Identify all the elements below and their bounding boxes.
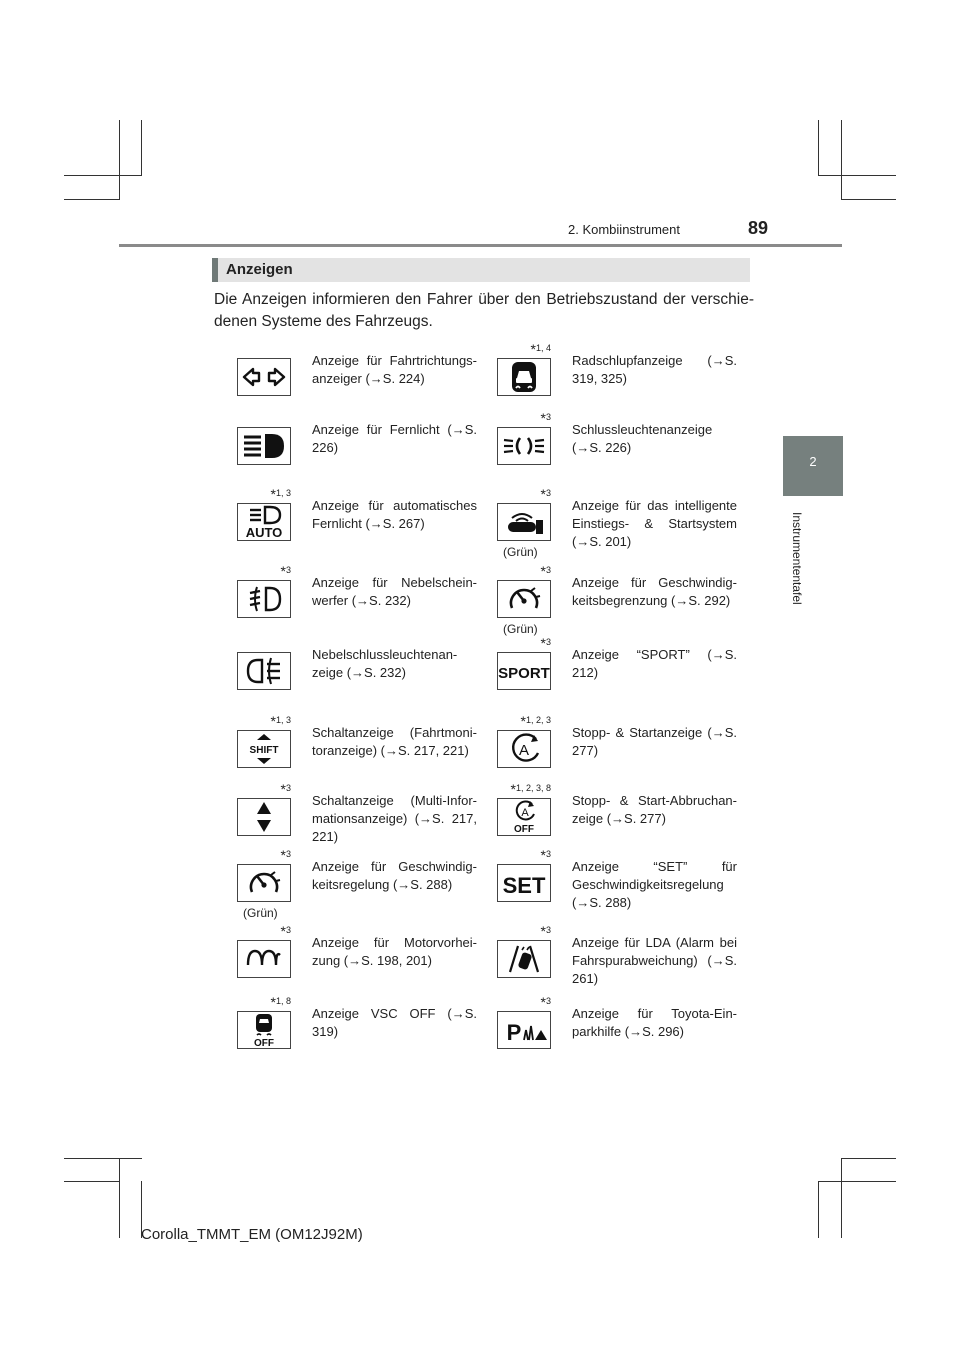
indicator-description: Anzeige für Geschwindig-keitsbegrenzung (→S. 292): [572, 575, 737, 608]
indicator-description: Anzeige für das intelligente Einstiegs- & Startsystem (→S. 201): [572, 498, 737, 549]
vsc-off-icon: [238, 1012, 290, 1048]
icon-text-auto: AUTO: [245, 525, 283, 540]
footnote-star: *: [280, 923, 286, 939]
front-fog-box: [237, 580, 291, 618]
crop-mark: [841, 1158, 896, 1159]
crop-mark: [119, 120, 120, 200]
side-tab-number: 2: [809, 454, 817, 469]
footnote-marker: [491, 338, 551, 357]
footnote-marker: [231, 991, 291, 1010]
indicator-description: Anzeige für Fahrtrichtungs-anzeiger (→S. 224): [312, 353, 477, 386]
footnote-star: *: [280, 847, 286, 863]
side-title: [790, 512, 810, 612]
indicator-description: Anzeige für Geschwindig-keitsregelung (→S. 288): [312, 859, 477, 892]
section-title: Anzeigen: [226, 261, 293, 278]
crop-mark: [841, 120, 842, 200]
footnote-numbers: 1, 2, 3, 8: [515, 783, 551, 793]
indicator-description: Anzeige VSC OFF (→S. 319): [312, 1006, 477, 1039]
indicator-description: Schaltanzeige (Multi-Infor-mationsanzeige) (→S. 217, 221): [312, 793, 477, 844]
crop-mark: [841, 199, 896, 200]
indicator-description: Anzeige für automatisches Fernlicht (→S. 267): [312, 498, 477, 531]
tail-light-box: [497, 427, 551, 465]
high-beam-box: [237, 427, 291, 465]
crop-mark: [818, 175, 896, 176]
footnote-marker: [491, 560, 551, 579]
footnote-star: *: [540, 563, 546, 579]
indicator-description: Anzeige für Motorvorhei-zung (→S. 198, 201): [312, 935, 477, 968]
icon-text-set: SET: [502, 873, 546, 898]
indicator-description: Stopp- & Startanzeige (→S. 277): [572, 725, 737, 758]
indicator-description: Schlussleuchtenanzeige (→S. 226): [572, 422, 713, 455]
side-tab: [783, 436, 843, 496]
slip-indicator-icon: [498, 359, 550, 395]
footnote-marker: [231, 920, 291, 939]
footnote-numbers: 3: [545, 996, 551, 1006]
high-beam-icon: [238, 428, 290, 464]
footnote-numbers: 3: [545, 565, 551, 575]
set-box: [497, 864, 551, 902]
indicator-description: Schaltanzeige (Fahrtmoni-toranzeige) (→S. 217, 221): [312, 725, 477, 758]
footnote-marker: [231, 844, 291, 863]
crop-mark: [818, 1181, 819, 1238]
footnote-numbers: 3: [285, 925, 291, 935]
footnote-star: *: [540, 635, 546, 651]
speed-limiter-box: [497, 580, 551, 618]
footnote-marker: [491, 710, 551, 729]
indicator-description: Radschlupfanzeige (→S. 319, 325): [572, 353, 737, 386]
front-fog-icon: [238, 581, 290, 617]
indicator-description: Anzeige “SET” für Geschwindigkeitsregelung (→S. 288): [572, 859, 737, 910]
footnote-star: *: [280, 781, 286, 797]
rear-fog-icon: [238, 653, 290, 689]
glow-plug-icon: [238, 941, 290, 977]
footnote-numbers: 1, 2, 3: [525, 715, 551, 725]
indicator-description: Anzeige für Fernlicht (→S. 226): [312, 422, 477, 455]
footnote-star: *: [540, 994, 546, 1010]
crop-mark: [818, 120, 819, 175]
footnote-numbers: 1, 3: [275, 715, 291, 725]
indicator-description: Anzeige für LDA (Alarm bei Fahrspurabweichung) (→S. 261): [572, 935, 737, 986]
indicator-description: Stopp- & Start-Abbruchan-zeige (→S. 277): [572, 793, 737, 826]
indicator-description: Anzeige für Nebelschein-werfer (→S. 232): [312, 575, 477, 608]
page-number: 89: [748, 218, 769, 238]
footnote-numbers: 3: [285, 783, 291, 793]
color-label: (Grün): [503, 622, 538, 636]
stop-start-box: [497, 730, 551, 768]
crop-mark: [141, 120, 142, 175]
footnote-numbers: 3: [545, 637, 551, 647]
footnote-star: *: [270, 486, 276, 502]
vsc-off-box: [237, 1011, 291, 1049]
footnote-marker: [231, 560, 291, 579]
park-assist-icon: [498, 1012, 550, 1048]
stop-start-icon: [498, 731, 550, 767]
shift-indicator-icon: [238, 731, 290, 767]
section-bar: [212, 258, 750, 282]
footnote-marker: [491, 778, 551, 797]
shift-arrows-box: [237, 798, 291, 836]
footnote-star: *: [540, 847, 546, 863]
footnote-star: *: [540, 410, 546, 426]
crop-mark: [841, 1158, 842, 1238]
side-title-text: Instrumententafel: [790, 512, 804, 605]
footnote-star: *: [280, 563, 286, 579]
footnote-star: *: [530, 341, 536, 357]
footnote-marker: [491, 991, 551, 1010]
icon-text-off: OFF: [514, 824, 534, 835]
chapter-title: 2. Kombiinstrument: [568, 222, 680, 237]
icon-text-shift: SHIFT: [249, 745, 279, 756]
footnote-marker: [231, 483, 291, 502]
shift-indicator-box: [237, 730, 291, 768]
lda-icon: [498, 941, 550, 977]
cruise-control-box: [237, 864, 291, 902]
footnote-marker: [231, 710, 291, 729]
section-accent: [212, 258, 218, 282]
footnote-numbers: 3: [285, 849, 291, 859]
color-label: (Grün): [503, 545, 538, 559]
footnote-star: *: [270, 994, 276, 1010]
icon-text-sport: SPORT: [498, 665, 550, 682]
slip-indicator-box: [497, 358, 551, 396]
color-label: (Grün): [243, 906, 278, 920]
crop-mark: [64, 1158, 142, 1159]
icon-text-a: A: [518, 742, 530, 759]
footnote-numbers: 1, 8: [275, 996, 291, 1006]
footnote-marker: [491, 407, 551, 426]
footnote-star: *: [270, 713, 276, 729]
crop-mark: [64, 1181, 120, 1182]
footnote-marker: [231, 778, 291, 797]
indicator-description: Anzeige “SPORT” (→S. 212): [572, 647, 737, 680]
footnote-star: *: [540, 486, 546, 502]
glow-plug-box: [237, 940, 291, 978]
footnote-marker: [491, 632, 551, 651]
tail-light-icon: [498, 428, 550, 464]
shift-arrows-icon: [238, 799, 290, 835]
footnote-marker: [491, 844, 551, 863]
footnote-numbers: 3: [545, 849, 551, 859]
stop-start-off-box: [497, 798, 551, 836]
sport-icon: [498, 653, 550, 689]
footnote-numbers: 3: [545, 488, 551, 498]
section-intro: Die Anzeigen informieren den Fahrer über den Betriebszustand der verschie-denen Systeme des Fahrzeugs.: [214, 291, 754, 330]
set-icon: [498, 865, 550, 901]
indicator-description: Nebelschlussleuchtenan-zeige (→S. 232): [312, 647, 458, 680]
speed-limiter-icon: [498, 581, 550, 617]
crop-mark: [64, 199, 120, 200]
footnote-numbers: 3: [285, 565, 291, 575]
smart-entry-box: [497, 503, 551, 541]
footnote-numbers: 1, 3: [275, 488, 291, 498]
icon-text-p: P: [506, 1020, 522, 1045]
footnote-numbers: 1, 4: [535, 343, 551, 353]
icon-text-a-small: A: [521, 807, 529, 819]
auto-high-beam-icon: [238, 504, 290, 540]
icon-text-vsc-off: OFF: [254, 1038, 274, 1048]
lda-box: [497, 940, 551, 978]
cruise-control-icon: [238, 865, 290, 901]
turn-signal-box: [237, 358, 291, 396]
turn-signal-icon: [238, 359, 290, 395]
auto-high-beam-box: [237, 503, 291, 541]
crop-mark: [119, 1158, 120, 1238]
crop-mark: [64, 175, 142, 176]
footnote-numbers: 3: [545, 412, 551, 422]
footnote-star: *: [510, 781, 516, 797]
smart-entry-icon: [498, 504, 550, 540]
header-rule: [119, 244, 842, 247]
sport-box: [497, 652, 551, 690]
footnote-numbers: 3: [545, 925, 551, 935]
footnote-marker: [491, 483, 551, 502]
crop-mark: [818, 1181, 896, 1182]
stop-start-off-icon: [498, 799, 550, 835]
indicator-description: Anzeige für Toyota-Ein-parkhilfe (→S. 296): [572, 1006, 737, 1039]
footnote-star: *: [520, 713, 526, 729]
footnote-marker: [491, 920, 551, 939]
footer-doc-id: Corolla_TMMT_EM (OM12J92M): [141, 1226, 363, 1243]
park-assist-box: [497, 1011, 551, 1049]
rear-fog-box: [237, 652, 291, 690]
footnote-star: *: [540, 923, 546, 939]
